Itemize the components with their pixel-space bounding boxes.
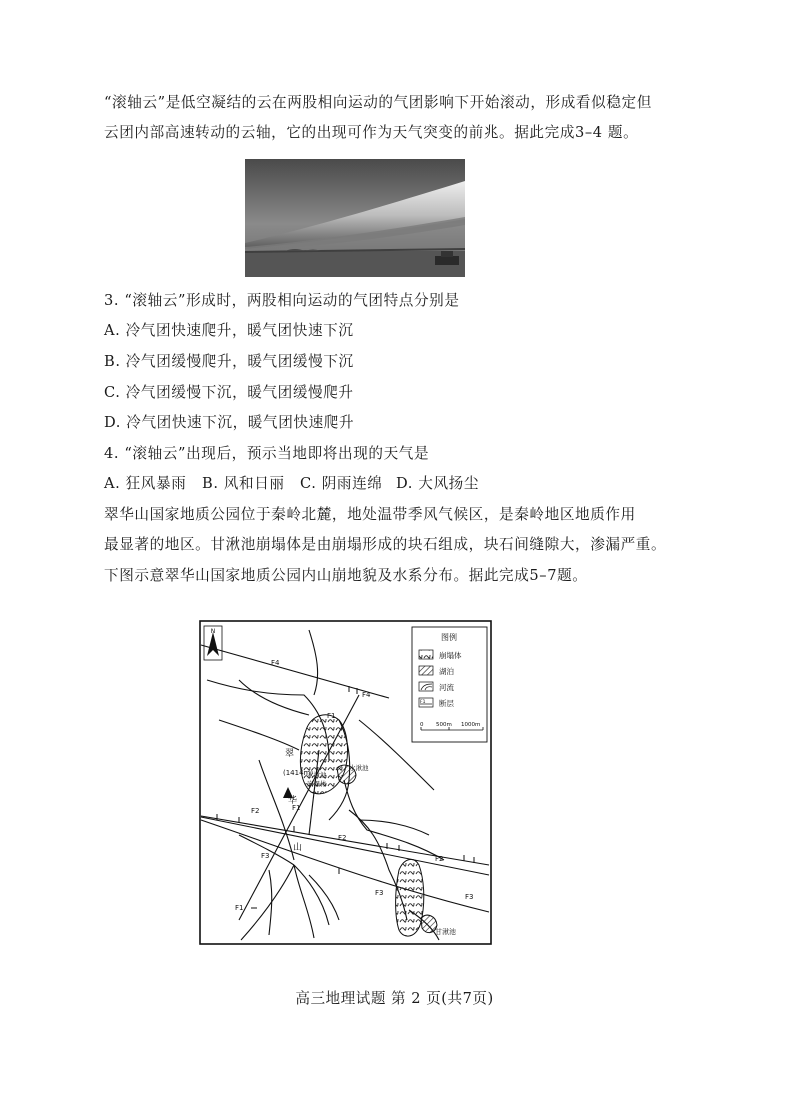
question-4-stem: 4. “滚轴云”出现后，预示当地即将出现的天气是 (104, 445, 430, 462)
label-f1-mid: F1 (292, 804, 301, 812)
intro-paragraph-2-line-1: 翠华山国家地质公园位于秦岭北麓，地处温带季风气候区，是秦岭地区地质作用 (104, 506, 636, 523)
label-f2-right: F2 (435, 855, 444, 863)
north-arrow (204, 626, 222, 660)
ganqiuchi-collapse-body (396, 859, 424, 936)
label-f3-right: F3 (465, 893, 474, 901)
shuiqiuchi-body-label-2: 崩塌体 (307, 780, 327, 788)
page-footer: 高三地理试题 第 2 页(共7页) (295, 990, 494, 1007)
intro-paragraph-1-line-1: “滚轴云”是低空凝结的云在两股相向运动的气团影响下开始滚动，形成看似稳定但 (104, 94, 652, 111)
roll-cloud-photo (245, 159, 465, 277)
label-f4-left: F4 (271, 659, 280, 667)
question-4-option-a: A. 狂风暴雨 (104, 475, 187, 492)
shuiqiuchi-lake-label: 水湫池 (349, 764, 369, 772)
label-f3-mid: F3 (375, 889, 384, 897)
label-f4-right: F4 (362, 691, 371, 699)
legend-fault-label: 断层 (439, 699, 454, 708)
question-3-option-b: B. 冷气团缓慢爬升，暖气团缓慢下沉 (104, 353, 354, 370)
scale-1000: 1000m (461, 722, 481, 728)
ganqiuchi-lake-label: 甘湫池 (435, 928, 456, 936)
peak-elevation-label: (1414m) (283, 769, 314, 777)
label-hua: 华 (288, 796, 298, 806)
legend-fault-symbol: F1 (420, 700, 426, 705)
label-f1-top: F1 (327, 712, 336, 720)
north-label: N (210, 628, 216, 635)
scale-500: 500m (436, 722, 452, 728)
question-4-option-c: C. 阴雨连绵 (300, 475, 383, 492)
legend-collapse-swatch (419, 650, 433, 659)
legend-river-label: 河流 (439, 683, 454, 692)
label-cui: 翠 (285, 749, 295, 759)
question-3-option-c: C. 冷气团缓慢下沉，暖气团缓慢爬升 (104, 384, 354, 401)
legend-lake-swatch (419, 666, 433, 675)
cuihuashan-map (199, 620, 492, 945)
question-4-option-b: B. 风和日丽 (202, 475, 285, 492)
intro-paragraph-1-line-2: 云团内部高速转动的云轴，它的出现可作为天气突变的前兆。据此完成3–4 题。 (104, 124, 639, 141)
label-f2-mid: F2 (338, 834, 347, 842)
question-3-option-d: D. 冷气团快速下沉，暖气团快速爬升 (104, 414, 355, 431)
label-f1-bottom: F1 (235, 904, 244, 912)
legend-title: 图例 (441, 633, 457, 642)
question-4-option-d: D. 大风扬尘 (396, 475, 480, 492)
question-3-stem: 3. “滚轴云”形成时，两股相向运动的气团特点分别是 (104, 292, 460, 309)
legend-lake-label: 湖泊 (439, 667, 454, 676)
intro-paragraph-2-line-2: 最显著的地区。甘湫池崩塌体是由崩塌形成的块石组成，块石间缝隙大，渗漏严重。 (104, 536, 667, 553)
label-shan: 山 (293, 843, 303, 853)
question-3-option-a: A. 冷气团快速爬升，暖气团快速下沉 (104, 322, 354, 339)
legend-collapse-label: 崩塌体 (439, 651, 462, 660)
intro-paragraph-2-line-3: 下图示意翠华山国家地质公园内山崩地貌及水系分布。据此完成5–7题。 (104, 567, 588, 584)
legend (412, 627, 487, 742)
label-f2-left: F2 (251, 807, 260, 815)
scale-0: 0 (420, 722, 424, 728)
label-f3-left: F3 (261, 852, 270, 860)
shuiqiuchi-body-label-1: 水湫池 (307, 771, 327, 779)
